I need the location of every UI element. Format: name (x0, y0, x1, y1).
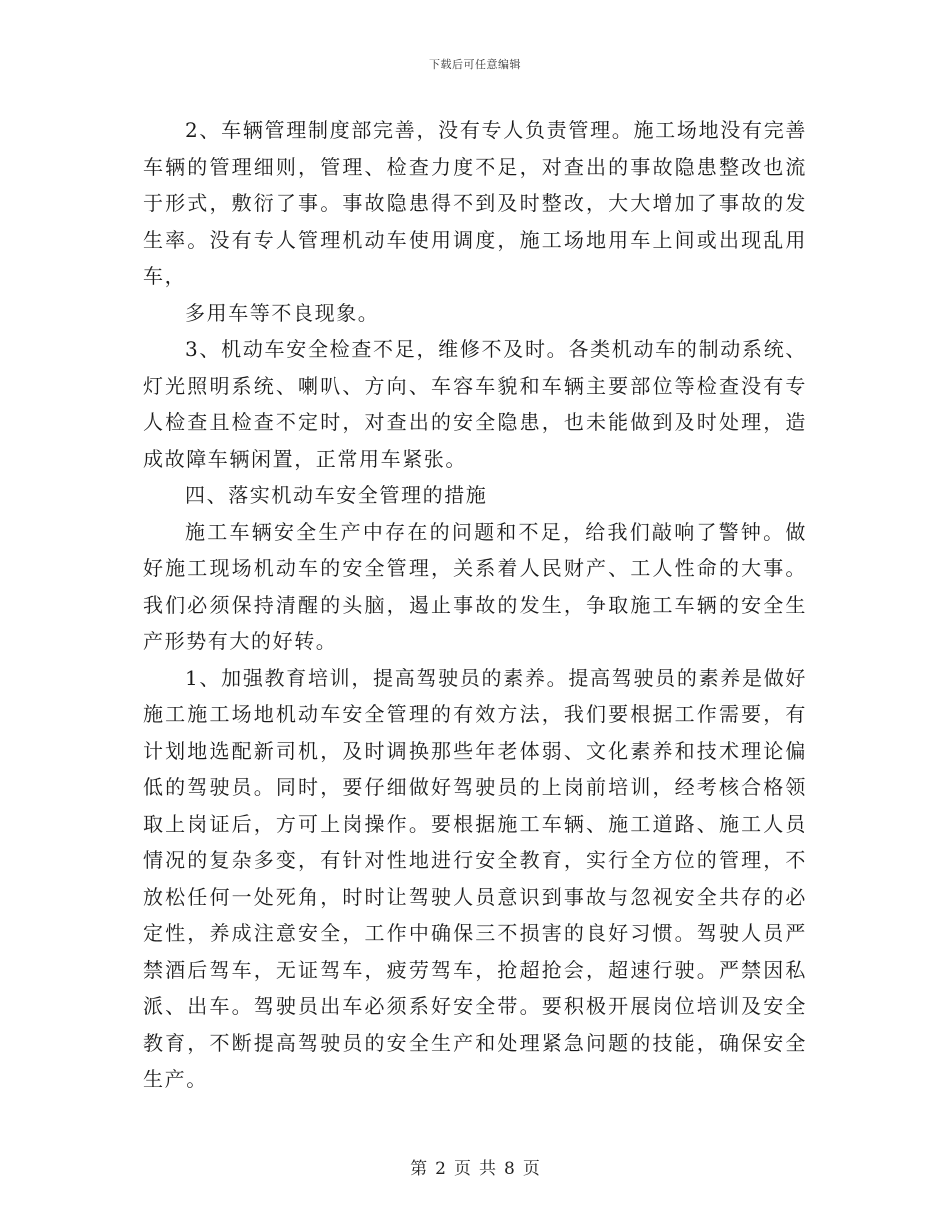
paragraph-education-training: 1、加强教育培训，提高驾驶员的素养。提高驾驶员的素养是做好施工施工场地机动车安全管理的有效方法，我们要根据工作需要，有计划地选配新司机，及时调换那些年老体弱、文化素养和技术理论偏低的驾驶员。同时，要仔细做好驾驶员的上岗前培训，经考核合格领取上岗证后，方可上岗操作。要根据施工车辆、施工道路、施工人员情况的复杂多变，有针对性地进行安全教育，实行全方位的管理，不放松任何一处死角，时时让驾驶人员意识到事故与忽视安全共存的必定性，养成注意安全，工作中确保三不损害的良好习惯。驾驶人员严禁酒后驾车，无证驾车，疲劳驾车，抢超抢会，超速行驶。严禁因私派、出车。驾驶员出车必须系好安全带。要积极开展岗位培训及安全教育，不断提高驾驶员的安全生产和处理紧急问题的技能，确保安全生产。 (143, 665, 807, 1091)
section-heading-measures: 四、落实机动车安全管理的措施 (185, 483, 488, 507)
paragraph-safety-inspection: 3、机动车安全检查不足，维修不及时。各类机动车的制动系统、灯光照明系统、喇叭、方向、车容车貌和车辆主要部位等检查没有专人检查且检查不定时，对查出的安全隐患，也未能做到及时处理，造成故障车辆闲置，正常用车紧张。 (143, 337, 807, 471)
footer-total-pages: 8 (504, 1159, 515, 1179)
page-footer (0, 1154, 950, 1179)
page-header-note: 下载后可任意编辑 (429, 58, 521, 71)
paragraph-vehicle-management: 2、车辆管理制度部完善，没有专人负责管理。施工场地没有完善车辆的管理细则，管理、检查力度不足，对查出的事故隐患整改也流于形式，敷衍了事。事故隐患得不到及时整改，大大增加了事故的发生率。没有专人管理机动车使用调度，施工场地用车上间或出现乱用车， (143, 118, 807, 288)
footer-total-word: 共 (479, 1159, 496, 1179)
footer-prefix: 第 (410, 1159, 428, 1179)
footer-page-unit: 页 (454, 1159, 471, 1179)
footer-suffix: 页 (522, 1159, 540, 1179)
paragraph-misuse-continuation: 多用车等不良现象。 (185, 300, 380, 325)
document-body (143, 112, 807, 1098)
footer-current-page: 2 (435, 1159, 446, 1179)
paragraph-warning: 施工车辆安全生产中存在的问题和不足，给我们敲响了警钟。做好施工现场机动车的安全管理，关系着人民财产、工人性命的大事。我们必须保持清醒的头脑，遏止事故的发生，争取施工车辆的安全生产形势有大的好转。 (143, 519, 807, 653)
